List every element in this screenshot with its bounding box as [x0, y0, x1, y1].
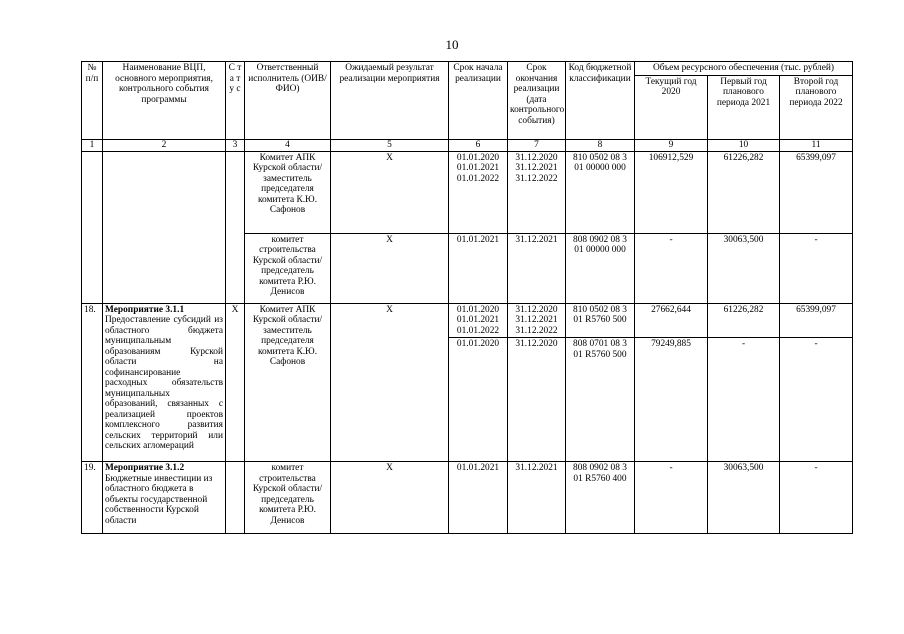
value-2022-cell: 65399,097 — [780, 151, 853, 233]
header-start: Срок начала реализации — [449, 62, 508, 140]
table-row — [82, 303, 853, 338]
end-date: 31.12.2021 — [515, 163, 558, 173]
budget-code-cell: 810 0502 08 3 01 00000 000 — [566, 151, 635, 233]
budget-table — [81, 61, 853, 534]
result-cell: Х — [331, 303, 449, 462]
column-index: 1 — [82, 139, 103, 151]
name-cell — [103, 462, 226, 534]
activity-title: Мероприятие 3.1.1 — [105, 304, 185, 315]
end-date-cell: 31.12.2021 — [508, 233, 566, 303]
header-current-year: Текущий год 2020 — [635, 75, 708, 139]
column-index: 8 — [566, 139, 635, 151]
start-date: 01.01.2020 — [456, 152, 500, 163]
value-2021-cell: 30063,500 — [708, 233, 780, 303]
start-date: 01.01.2022 — [456, 173, 500, 184]
value-2020-cell: 79249,885 — [635, 338, 708, 462]
value-2022-cell: - — [780, 462, 853, 534]
result-cell: Х — [331, 233, 449, 303]
value-2021-cell: - — [708, 338, 780, 462]
header-plan-year-1: Первый год планового периода 2021 — [708, 75, 780, 139]
value-2020-cell: 106912,529 — [635, 151, 708, 233]
start-date: 01.01.2020 — [456, 304, 500, 315]
status-cell — [226, 462, 245, 534]
result-cell: Х — [331, 151, 449, 233]
value-2020-cell: - — [635, 233, 708, 303]
num-cell — [82, 151, 103, 303]
column-index: 3 — [226, 139, 245, 151]
executor-cell: Комитет АПК Курской области/заместитель председателя комитета К.Ю. Сафонов — [245, 303, 331, 462]
column-index: 5 — [331, 139, 449, 151]
end-date: 31.12.2020 — [515, 152, 558, 163]
start-date: 01.01.2021 — [456, 163, 500, 173]
column-index: 7 — [508, 139, 566, 151]
column-index: 6 — [449, 139, 508, 151]
column-index-row — [82, 139, 853, 151]
name-cell — [103, 303, 226, 462]
column-index: 9 — [635, 139, 708, 151]
header-result: Ожидаемый результат реализации мероприятия — [331, 62, 449, 140]
end-date-cell: 31.12.2021 — [508, 462, 566, 534]
value-2020-cell: 27662,644 — [635, 303, 708, 338]
value-2022-cell: 65399,097 — [780, 303, 853, 338]
value-2022-cell: - — [780, 338, 853, 462]
value-2021-cell: 61226,282 — [708, 151, 780, 233]
end-date-cell — [508, 303, 566, 338]
start-date-cell: 01.01.2021 — [449, 233, 508, 303]
value-2021-cell: 61226,282 — [708, 303, 780, 338]
value-2021-cell: 30063,500 — [708, 462, 780, 534]
activity-title: Мероприятие 3.1.2 — [105, 463, 185, 473]
end-date: 31.12.2021 — [515, 315, 558, 325]
header-funding-group: Объем ресурсного обеспечения (тыс. рублей) — [635, 62, 853, 76]
column-index: 2 — [103, 139, 226, 151]
start-date-cell: 01.01.2021 — [449, 462, 508, 534]
executor-cell: комитет строительства Курской области/ председатель комитета Р.Ю. Денисов — [245, 233, 331, 303]
executor-cell: Комитет АПК Курской области/заместитель председателя комитета К.Ю. Сафонов — [245, 151, 331, 233]
result-cell: Х — [331, 462, 449, 534]
status-cell: Х — [226, 303, 245, 462]
header-name: Наименование ВЦП, основного мероприятия, контрольного события программы — [103, 62, 226, 140]
status-cell — [226, 151, 245, 303]
page-number: 10 — [445, 37, 459, 52]
start-date: 01.01.2022 — [456, 325, 500, 336]
num-cell: 19. — [82, 462, 103, 534]
column-index: 10 — [708, 139, 780, 151]
header-status: С т а т у с — [226, 62, 245, 140]
end-date: 31.12.2022 — [515, 325, 558, 336]
end-date-cell: 31.12.2020 — [508, 338, 566, 462]
end-date: 31.12.2022 — [515, 173, 558, 184]
start-date-cell: 01.01.2020 — [449, 338, 508, 462]
budget-code-cell: 808 0902 08 3 01 00000 000 — [566, 233, 635, 303]
header-code: Код бюджетной классификации — [566, 62, 635, 140]
name-cell — [103, 151, 226, 303]
start-date-cell — [449, 151, 508, 233]
num-cell: 18. — [82, 303, 103, 462]
start-date: 01.01.2021 — [456, 315, 500, 325]
value-2022-cell: - — [780, 233, 853, 303]
budget-code-cell: 808 0902 08 3 01 R5760 400 — [566, 462, 635, 534]
activity-description: Бюджетные инвестиции из областного бюджета в объекты государственной собственности Курской области — [105, 473, 213, 526]
end-date: 31.12.2020 — [515, 304, 558, 315]
column-index: 11 — [780, 139, 853, 151]
value-2020-cell: - — [635, 462, 708, 534]
budget-code-cell: 808 0701 08 3 01 R5760 500 — [566, 338, 635, 462]
table-row — [82, 151, 853, 233]
activity-description: Предоставление субсидий из областного бюджета муниципальным образованиям Курской области на софинансирование расходных обязательств муниципальных образований, связанных с реализацией проектов комплексного развития сельских территорий или сельских агломераций — [105, 315, 223, 451]
start-date-cell — [449, 303, 508, 338]
header-end: Срок окончания реализации (дата контрольного события) — [508, 62, 566, 140]
end-date-cell — [508, 151, 566, 233]
table-row — [82, 462, 853, 534]
executor-cell: комитет строительства Курской области/ председатель комитета Р.Ю. Денисов — [245, 462, 331, 534]
header-plan-year-2: Второй год планового периода 2022 — [780, 75, 853, 139]
column-index: 4 — [245, 139, 331, 151]
header-num: № п/п — [82, 62, 103, 140]
table-header — [82, 62, 853, 152]
header-executor: Ответственный исполнитель (ОИВ/ФИО) — [245, 62, 331, 140]
budget-code-cell: 810 0502 08 3 01 R5760 500 — [566, 303, 635, 338]
